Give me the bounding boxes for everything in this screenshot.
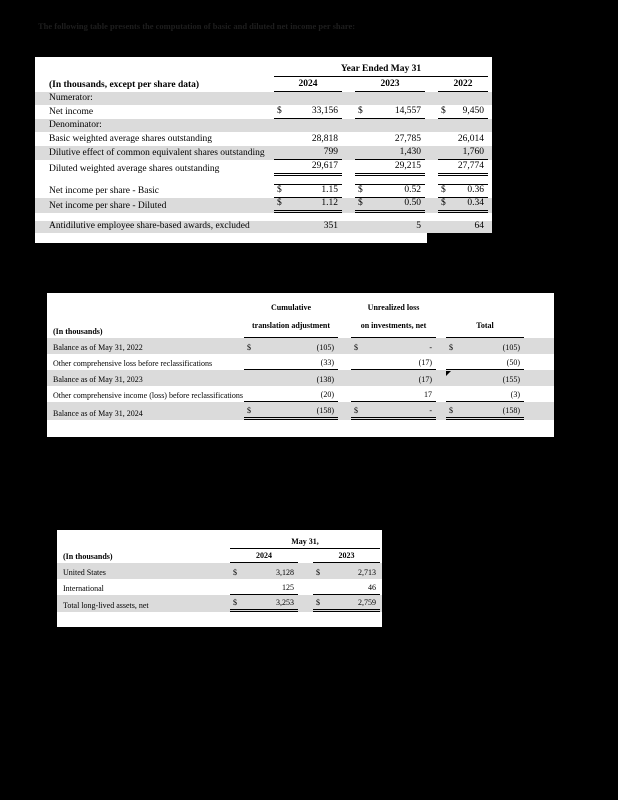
value-cell: $ - [351, 402, 436, 420]
value-cell: $ 0.36 [438, 184, 488, 198]
spacer-row [35, 213, 492, 221]
intro-text: The following table presents the computation of basic and diluted net income per share: [38, 21, 356, 31]
value-cell: (155) [446, 370, 524, 386]
value-cell: $ (158) [244, 402, 338, 420]
value-cell: $ 9,450 [438, 105, 488, 119]
value-cell: $ 14,557 [355, 105, 425, 119]
table-row [35, 221, 492, 233]
table-row [47, 338, 554, 354]
column-header: Unrealized loss on investments, net [351, 301, 436, 338]
value-cell: (50) [446, 354, 524, 370]
comment-flag-icon [446, 371, 451, 376]
period-header-label: Year Ended May 31 [340, 64, 422, 74]
spacer-row [35, 176, 492, 184]
table-row [47, 402, 554, 420]
value-cell: 5 [416, 221, 421, 231]
row-header: (In thousands) [53, 327, 103, 336]
value-cell [355, 119, 425, 132]
table-row [35, 198, 492, 213]
row-label: Net income [49, 107, 94, 117]
value-cell: 17 [351, 386, 436, 402]
value-cell: $ 0.34 [438, 198, 488, 213]
table-row [35, 146, 492, 160]
year-column-header: 2024 [274, 77, 342, 92]
value-cell: $ 1.12 [274, 198, 342, 213]
value-cell [274, 119, 342, 132]
row-label: Antidilutive employee share-based awards, excluded [49, 221, 250, 231]
year-column-header: 2023 [355, 77, 425, 92]
value-cell: $ (105) [449, 343, 520, 352]
value-cell: 27,785 [394, 134, 421, 144]
value-cell: 125 [230, 579, 298, 595]
value-cell [274, 92, 342, 105]
table-row [57, 535, 382, 549]
period-header: May 31, [230, 535, 380, 549]
table-row [57, 563, 382, 579]
year-column-header: 2022 [438, 77, 488, 92]
value-cell: (17) [418, 375, 432, 384]
row-label: Total long-lived assets, net [63, 601, 149, 610]
period-header [274, 63, 488, 77]
spacer [57, 535, 230, 549]
value-cell: (138) [316, 375, 334, 384]
value-cell: $ 0.52 [355, 184, 425, 198]
row-label: Net income per share - Basic [49, 186, 159, 196]
value-cell: $ 0.50 [355, 198, 425, 213]
row-label: Balance as of May 31, 2023 [53, 375, 143, 384]
table-row [35, 160, 492, 176]
spacer [35, 63, 274, 77]
value-cell: $ (158) [446, 402, 524, 420]
value-cell: 46 [313, 579, 380, 595]
table-header-row [35, 77, 492, 92]
value-cell: $ 3,128 [233, 568, 294, 577]
row-label: Balance as of May 31, 2022 [53, 343, 143, 352]
value-cell: $ - [354, 343, 432, 352]
table-row [57, 595, 382, 612]
value-cell: 1,430 [355, 146, 425, 160]
value-cell [438, 119, 488, 132]
table-row [47, 370, 554, 386]
row-label: Numerator: [49, 93, 93, 103]
value-cell: 27,774 [438, 160, 488, 176]
value-cell: $ (105) [247, 343, 334, 352]
value-cell: $ 2,759 [313, 595, 380, 612]
table-row [35, 105, 492, 119]
column-header: Cumulative translation adjustment [244, 301, 338, 338]
value-cell: $ 3,253 [230, 595, 298, 612]
row-label: United States [63, 568, 106, 577]
table-row [35, 63, 492, 77]
value-cell: 1,760 [438, 146, 488, 160]
value-cell: 29,215 [355, 160, 425, 176]
year-column-header: 2024 [230, 549, 298, 563]
value-cell: (17) [351, 354, 436, 370]
value-cell: (3) [446, 386, 524, 402]
page-background-patch [427, 233, 492, 243]
row-label: Other comprehensive loss before reclassifications [53, 359, 213, 368]
table-header-row [57, 549, 382, 563]
row-header: (In thousands, except per share data) [49, 80, 200, 90]
value-cell: 29,617 [274, 160, 342, 176]
row-label: Balance as of May 31, 2024 [53, 409, 143, 418]
value-cell: $ 33,156 [274, 105, 342, 119]
assets-table [57, 530, 382, 627]
table-row [35, 119, 492, 132]
table-row [47, 354, 554, 370]
row-label: Diluted weighted average shares outstanding [49, 164, 220, 174]
table-row [47, 386, 554, 402]
row-header: (In thousands) [63, 552, 113, 561]
row-label: Net income per share - Diluted [49, 201, 167, 211]
row-label: Basic weighted average shares outstanding [49, 134, 213, 144]
column-header: Total [446, 301, 524, 338]
value-cell: 351 [323, 221, 338, 231]
table-row [57, 579, 382, 595]
row-label: Other comprehensive income (loss) before reclassifications [53, 391, 243, 400]
value-cell: (33) [244, 354, 338, 370]
value-cell: (20) [244, 386, 338, 402]
value-cell: 799 [274, 146, 342, 160]
value-cell: $ 1.15 [274, 184, 342, 198]
year-column-header: 2023 [313, 549, 380, 563]
value-cell: $ 2,713 [316, 568, 376, 577]
table-header-row [47, 301, 554, 338]
table-row [35, 184, 492, 198]
table-row [35, 132, 492, 146]
value-cell: 26,014 [457, 134, 484, 144]
value-cell: 28,818 [311, 134, 338, 144]
row-label: International [63, 584, 104, 593]
row-label: Dilutive effect of common equivalent shares outstanding [49, 148, 265, 158]
value-cell [355, 92, 425, 105]
table-row [35, 92, 492, 105]
value-cell: 64 [474, 221, 484, 231]
oci-table [47, 293, 554, 437]
eps-table [35, 57, 492, 243]
row-label: Denominator: [49, 120, 102, 130]
value-cell [438, 92, 488, 105]
